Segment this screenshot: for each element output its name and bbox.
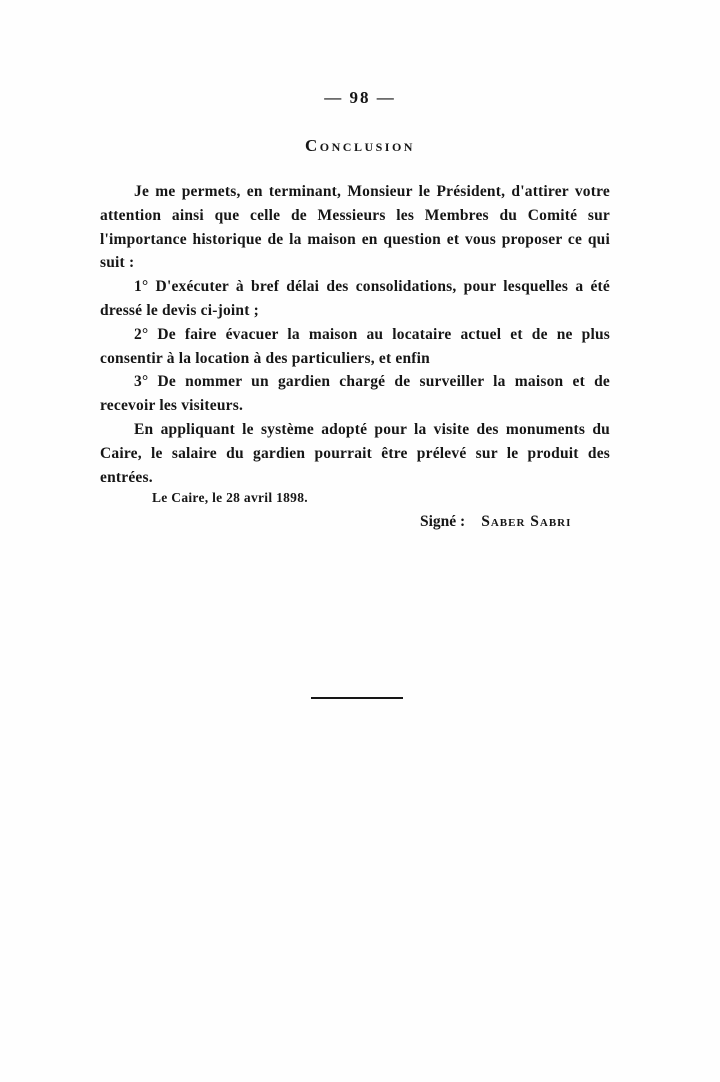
numbered-item-1: 1° D'exécuter à bref délai des consolidations, pour lesquelles a été dressé le devis ci-joint ; — [100, 278, 610, 319]
dateline: Le Caire, le 28 avril 1898. — [152, 490, 308, 505]
paragraph-intro: Je me permets, en terminant, Monsieur le Président, d'attirer votre attention ainsi que celle de Messieurs les Membres du Comité sur l'importance historique de la maison en question et vous proposer ce qui suit : — [100, 183, 610, 272]
numbered-item-3: 3° De nommer un gardien chargé de surveiller la maison et de recevoir les visiteurs. — [100, 373, 610, 415]
closing-rule — [311, 697, 403, 699]
signature-label: Signé : — [420, 513, 466, 530]
section-heading: Conclusion — [305, 136, 415, 155]
numbered-item-2: 2° De faire évacuer la maison au locataire actuel et de ne plus consentir à la location à des particuliers, et enfin — [100, 325, 610, 367]
page-number: — 98 — — [324, 88, 396, 107]
signature-line — [420, 513, 571, 531]
paragraph-closing: En appliquant le système adopté pour la visite des monuments du Caire, le salaire du gardien pourrait être prélevé sur le produit des entrées. — [100, 420, 610, 486]
signature-name: Saber Sabri — [481, 513, 572, 530]
body-text — [100, 180, 610, 489]
